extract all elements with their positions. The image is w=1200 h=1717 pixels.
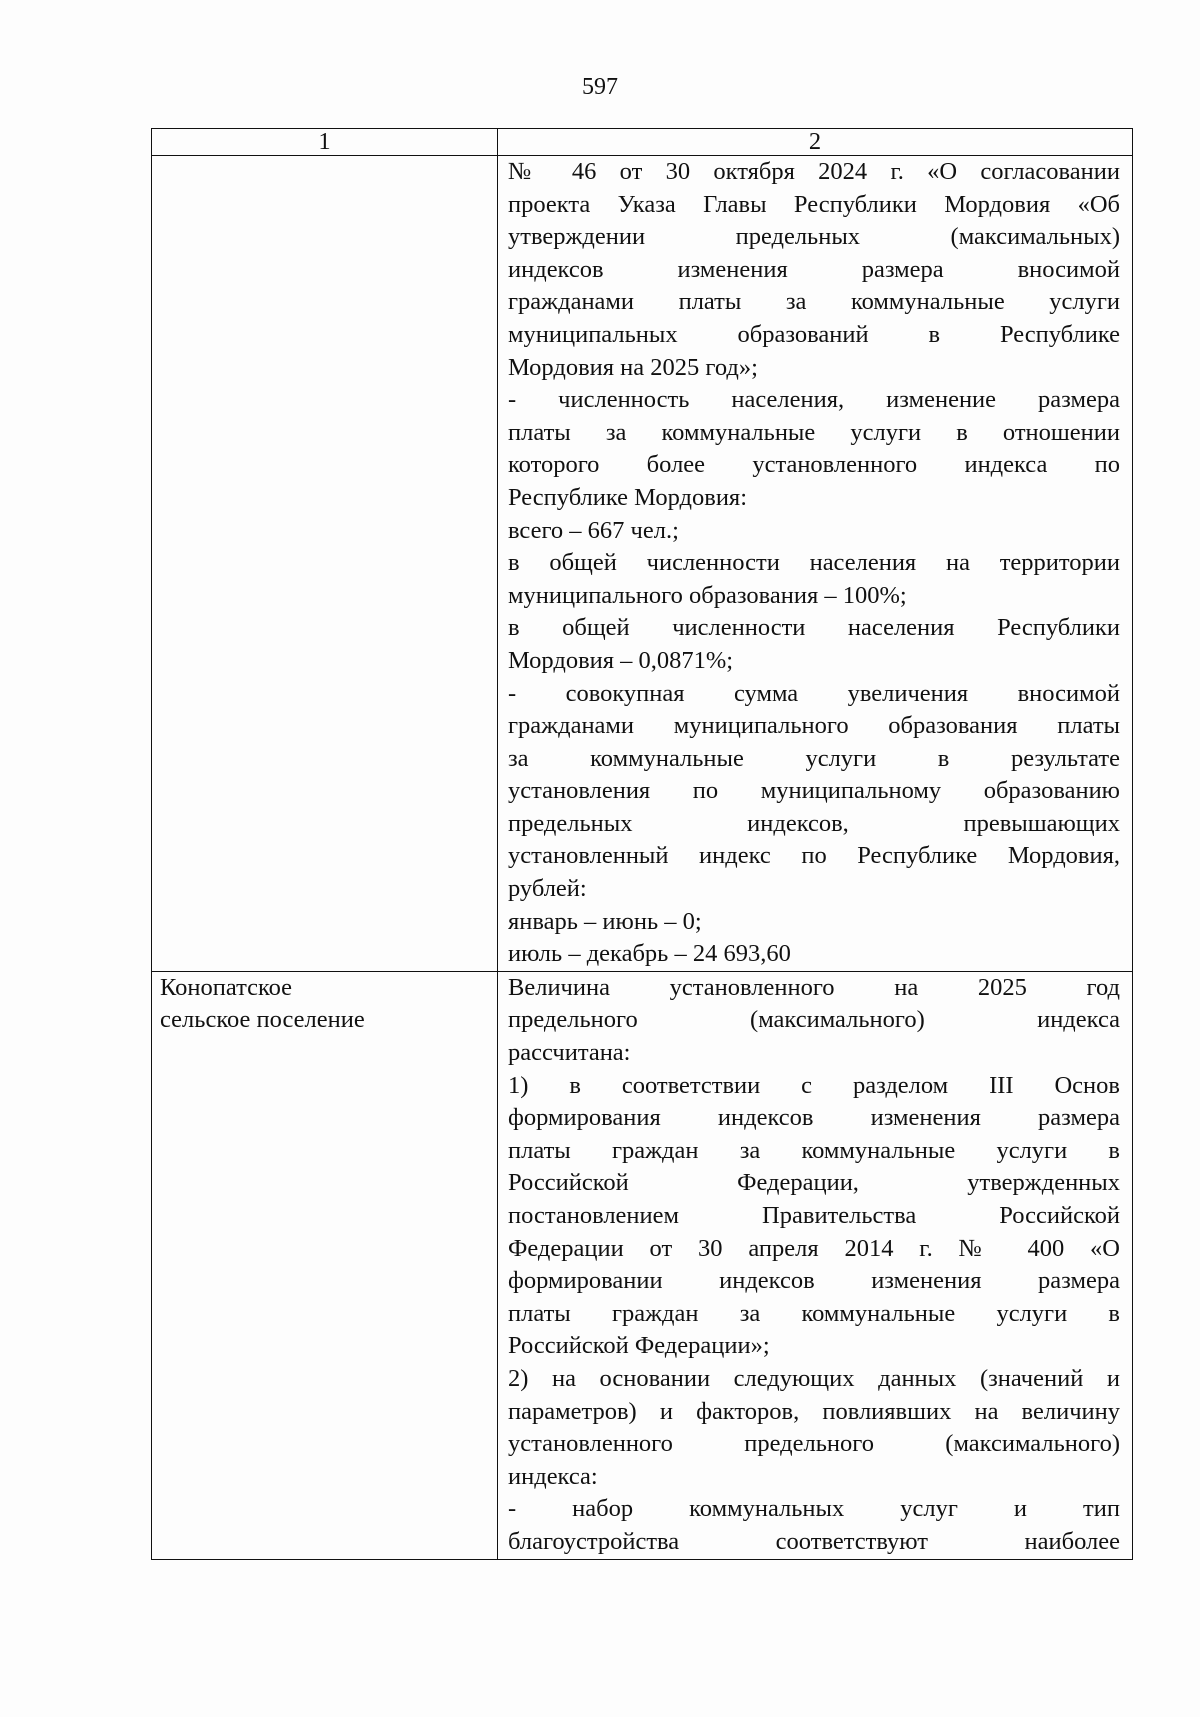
header-cell-2: 2: [498, 129, 1133, 156]
text-line: гражданами муниципального образования платы: [508, 712, 1120, 740]
text-line: в общей численности населения Республики: [508, 614, 1120, 642]
document-table: [151, 128, 1133, 1560]
text-line: предельного (максимального) индекса: [508, 1006, 1120, 1034]
text-line: январь – июнь – 0;: [508, 907, 702, 935]
text-line: платы граждан за коммунальные услуги в: [508, 1299, 1120, 1327]
text-line: благоустройства соответствуют наиболее: [508, 1527, 1120, 1555]
text-line: установленный индекс по Республике Мордовия,: [508, 842, 1120, 870]
text-line: - совокупная сумма увеличения вносимой: [508, 679, 1120, 707]
text-line: платы за коммунальные услуги в отношении: [508, 418, 1120, 446]
text-line: проекта Указа Главы Республики Мордовия «Об: [508, 190, 1120, 218]
row-label-line: Конопатское: [160, 973, 293, 1001]
text-line: Федерации от 30 апреля 2014 г. № 400 «О: [508, 1234, 1120, 1262]
text-line: установленного предельного (максимального): [508, 1430, 1120, 1458]
table-row: [152, 156, 1133, 972]
text-line: Мордовия – 0,0871%;: [508, 646, 734, 674]
text-line: 1) в соответствии с разделом III Основ: [508, 1071, 1120, 1099]
table-header-row: [152, 129, 1133, 156]
text-line: рассчитана:: [508, 1039, 631, 1067]
row-label-line: сельское поселение: [160, 1006, 365, 1034]
row-2-col-1: [152, 971, 498, 1559]
row-2-col-2: [498, 971, 1133, 1559]
text-line: параметров) и факторов, повлиявших на величину: [508, 1397, 1120, 1425]
text-line: Российской Федерации, утвержденных: [508, 1169, 1120, 1197]
text-line: 2) на основании следующих данных (значений и: [508, 1364, 1120, 1392]
text-line: рублей:: [508, 875, 587, 903]
page-number: 597: [582, 74, 618, 100]
header-cell-1: 1: [152, 129, 498, 156]
text-line: июль – декабрь – 24 693,60: [508, 940, 791, 968]
text-line: муниципальных образований в Республике: [508, 320, 1120, 348]
text-line: платы граждан за коммунальные услуги в: [508, 1136, 1120, 1164]
table-row: [152, 971, 1133, 1559]
text-line: формирования индексов изменения размера: [508, 1104, 1120, 1132]
text-line: Республике Мордовия:: [508, 483, 748, 511]
text-line: индексов изменения размера вносимой: [508, 255, 1120, 283]
text-line: Величина установленного на 2025 год: [508, 973, 1120, 1001]
text-line: муниципального образования – 100%;: [508, 581, 907, 609]
row-1-col-1: [152, 156, 498, 972]
text-line: которого более установленного индекса по: [508, 451, 1120, 479]
text-line: Российской Федерации»;: [508, 1332, 770, 1360]
text-line: - численность населения, изменение размера: [508, 386, 1120, 414]
text-line: № 46 от 30 октября 2024 г. «О согласовании: [508, 158, 1120, 185]
text-line: Мордовия на 2025 год»;: [508, 353, 758, 381]
text-line: гражданами платы за коммунальные услуги: [508, 288, 1120, 316]
text-line: в общей численности населения на территории: [508, 549, 1120, 577]
text-line: установления по муниципальному образованию: [508, 777, 1120, 805]
text-line: предельных индексов, превышающих: [508, 809, 1120, 837]
text-line: индекса:: [508, 1462, 598, 1490]
text-line: за коммунальные услуги в результате: [508, 744, 1120, 772]
text-line: формировании индексов изменения размера: [508, 1267, 1120, 1295]
text-line: - набор коммунальных услуг и тип: [508, 1495, 1120, 1523]
row-1-col-2: [498, 156, 1133, 972]
text-line: утверждении предельных (максимальных): [508, 223, 1120, 251]
text-line: постановлением Правительства Российской: [508, 1202, 1120, 1229]
text-line: всего – 667 чел.;: [508, 516, 679, 544]
